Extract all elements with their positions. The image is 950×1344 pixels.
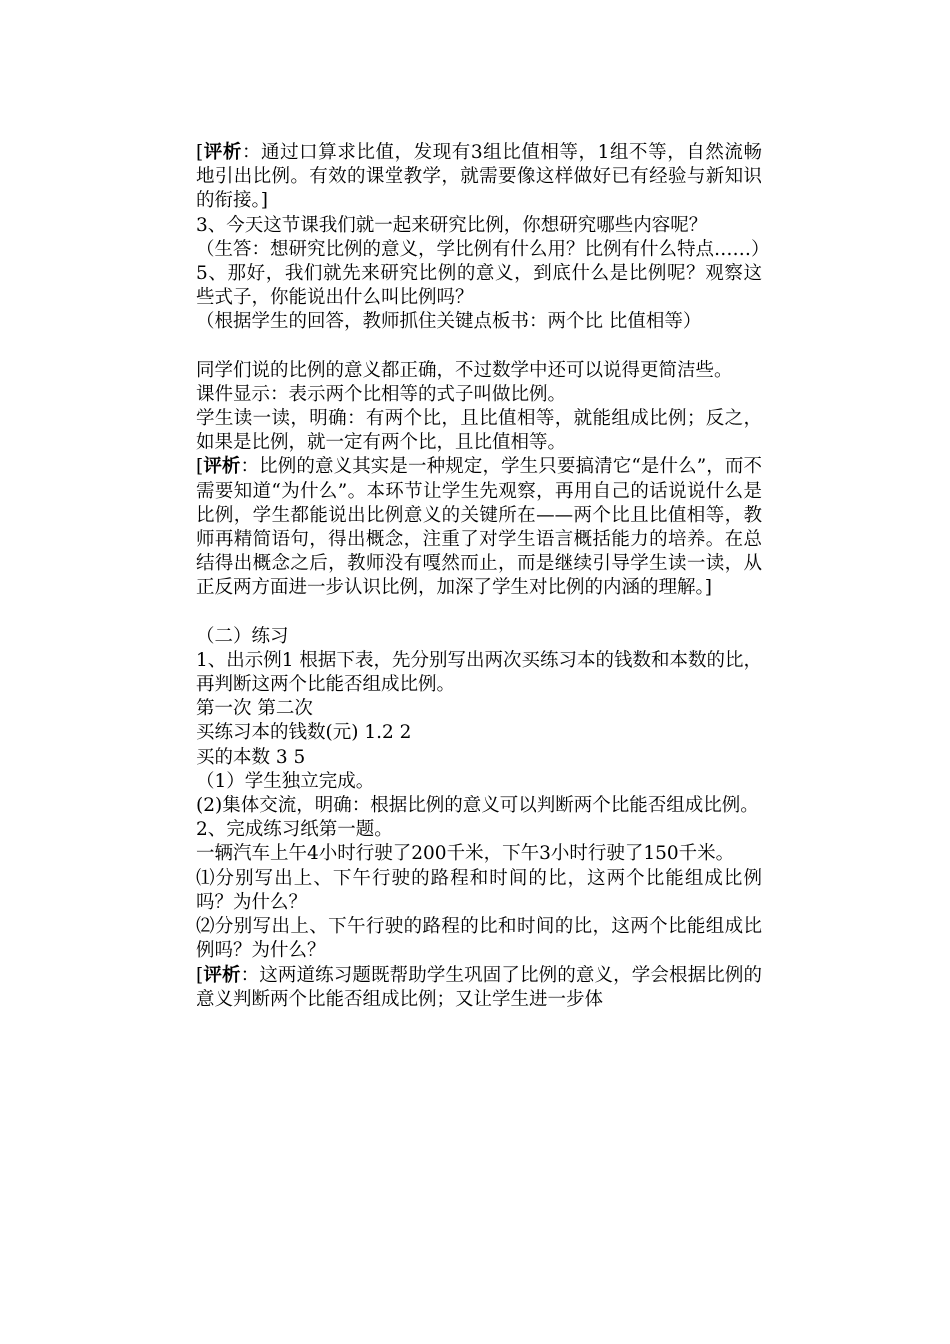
bracket-open: [: [196, 456, 204, 478]
sub-step-1: （1）学生独立完成。: [196, 770, 375, 792]
review-label: 评析: [203, 456, 241, 478]
exercise-1-paragraph: 1、出示例1 根据下表，先分别写出两次买练习本的钱数和本数的比，再判断这两个比能否组成比例。: [196, 649, 762, 696]
board-note-paragraph: （根据学生的回答，教师抓住关键点板书：两个比 比值相等）: [196, 311, 702, 333]
exercise-2-paragraph: 2、完成练习纸第一题。: [196, 819, 393, 841]
teacher-remark-paragraph: 同学们说的比例的意义都正确，不过数学中还可以说得更简洁些。: [196, 359, 733, 381]
step-5-paragraph: 5、那好，我们就先来研究比例的意义，到底什么是比例呢？观察这些式子，你能说出什么叫比例吗？: [196, 263, 762, 309]
review-paragraph-3: [196, 964, 762, 1012]
practice-heading: （二）练习: [196, 625, 289, 647]
courseware-paragraph: 课件显示：表示两个比相等的式子叫做比例。: [196, 383, 567, 405]
sub-step-2: (2)集体交流，明确：根据比例的意义可以判断两个比能否组成比例。: [196, 795, 759, 817]
table-header-line: 第一次 第二次: [196, 698, 313, 720]
blank-line: [196, 335, 762, 359]
question-1-paragraph: ⑴分别写出上、下午行驶的路程和时间的比，这两个比能组成比例吗？为什么？: [196, 867, 762, 913]
table-row-count: 买的本数 3 5: [196, 746, 306, 768]
review-label: 评析: [203, 964, 241, 986]
review-paragraph-2: [196, 455, 762, 600]
table-row-money: 买练习本的钱数(元) 1.2 2: [196, 722, 412, 744]
bracket-open: [: [196, 142, 204, 163]
car-problem-paragraph: 一辆汽车上午4小时行驶了200千米，下午3小时行驶了150千米。: [196, 843, 735, 865]
question-2-paragraph: ⑵分别写出上、下午行驶的路程的比和时间的比，这两个比能组成比例吗？为什么？: [196, 916, 762, 962]
review-text: ：比例的意义其实是一种规定，学生只要搞清它“是什么”，而不需要知道“为什么”。本环节让学生先观察，再用自己的话说说什么是比例，学生都能说出比例意义的关键所在——两个比且比值相等，教师再精简语句，得出概念，注重了对学生语言概括能力的培养。在总结得出概念之后，教师没有嘎然而止，而是继续引导学生读一读，从正反两方面进一步认识比例，加深了学生对比例的内涵的理解。]: [196, 456, 762, 599]
review-paragraph-1: [196, 141, 762, 214]
blank-line: [196, 601, 762, 625]
review-text: ：这两道练习题既帮助学生巩固了比例的意义，学会根据比例的意义判断两个比能否组成比例；又让学生进一步体: [196, 964, 762, 1010]
review-text: ：通过口算求比值，发现有3组比值相等，1组不等，自然流畅地引出比例。有效的课堂教学，就需要像这样做好已有经验与新知识的衔接。]: [196, 142, 762, 212]
step-3-paragraph: 3、今天这节课我们就一起来研究比例，你想研究哪些内容呢？: [196, 214, 708, 236]
review-label: 评析: [203, 142, 242, 163]
document-page: [196, 141, 770, 1012]
bracket-open: [: [196, 964, 204, 986]
student-answer-paragraph: （生答：想研究比例的意义，学比例有什么用？比例有什么特点……）: [196, 238, 770, 260]
read-paragraph: 学生读一读，明确：有两个比，且比值相等，就能组成比例；反之，如果是比例，就一定有两个比，且比值相等。: [196, 408, 762, 454]
